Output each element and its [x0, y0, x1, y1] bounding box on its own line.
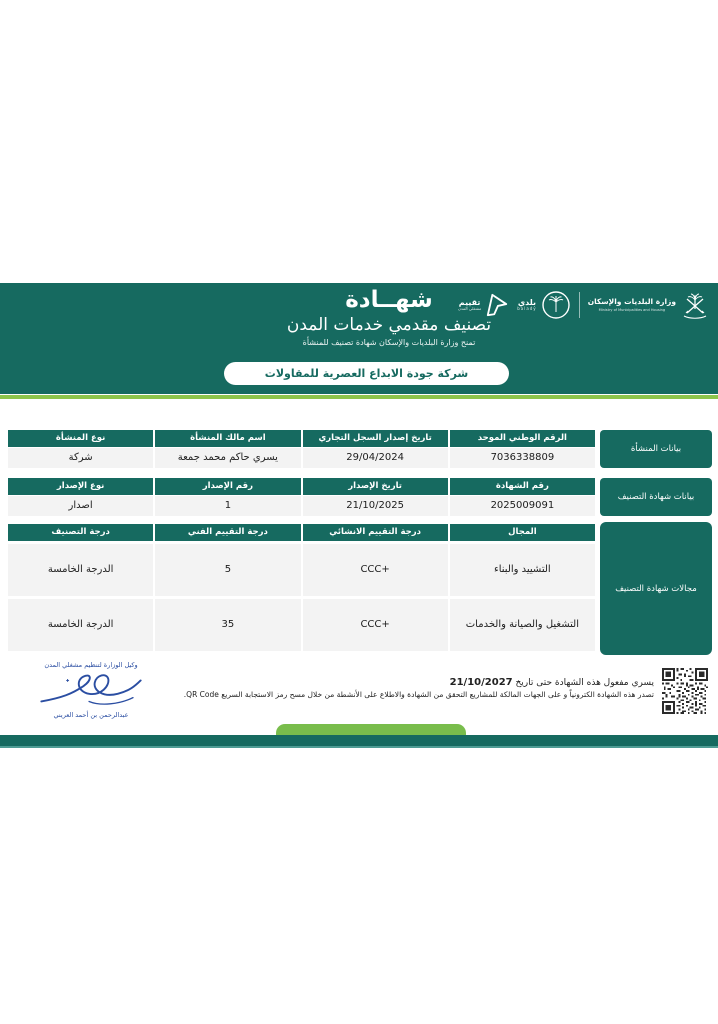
header-text-block: [60, 283, 718, 347]
certificate-header: [0, 283, 718, 394]
column-header: رقم الشهادة: [450, 478, 595, 495]
taqyeem-sublabel: مشغلي المدن: [457, 306, 482, 312]
table-cell: 35: [155, 599, 300, 651]
column-header: رقم الإصدار: [155, 478, 300, 495]
validity-date: 21/10/2027: [449, 677, 513, 688]
signatory-title: وكيل الوزارة لتنظيم مشغلي المدن: [44, 661, 138, 669]
verification-note: تصدر هذه الشهادة الكترونياً و على الجهات المالكة للمشاريع التحقق من الشهادة والاطلاع على الأنشطة من خلال مسح رمز الاستجابة السريع QR Code.: [183, 690, 654, 699]
signature-scribble-icon: [31, 669, 151, 711]
qr-code: [662, 668, 708, 714]
balady-label: بلدي: [517, 298, 537, 308]
section-label-certificate: بيانات شهادة التصنيف: [600, 478, 712, 516]
column-header: الرقم الوطني الموحد: [450, 430, 595, 447]
fields-table: [8, 524, 595, 651]
taqyeem-label: تقييم: [458, 298, 481, 308]
establishment-table: [8, 430, 595, 468]
header-accent-line: [0, 395, 718, 399]
table-cell: 21/10/2025: [303, 496, 448, 516]
table-cell: CCC+: [303, 599, 448, 651]
table-cell: 2025009091: [450, 496, 595, 516]
table-cell: يسري حاكم محمد جمعة: [155, 448, 300, 468]
certificate-table: [8, 478, 595, 516]
section-label-establishment: بيانات المنشأة: [600, 430, 712, 468]
column-header: درجة التقييم الفني: [155, 524, 300, 541]
signature-block: [16, 661, 166, 719]
certificate-tagline: تمنح وزارة البلديات والإسكان شهادة تصنيف للمنشأة: [302, 338, 476, 347]
table-cell: 29/04/2024: [303, 448, 448, 468]
certificate-title: شهــادة: [345, 287, 433, 313]
company-name-pill: شركة جودة الابداع العصرية للمقاولات: [224, 362, 509, 385]
column-header: تاريخ إصدار السجل التجاري: [303, 430, 448, 447]
table-cell: اصدار: [8, 496, 153, 516]
section-label-fields: مجالات شهادة التصنيف: [600, 522, 712, 655]
column-header: المجال: [450, 524, 595, 541]
column-header: نوع المنشأة: [8, 430, 153, 447]
footer-teal-band: [0, 735, 718, 748]
table-cell: الدرجة الخامسة: [8, 599, 153, 651]
column-header: نوع الإصدار: [8, 478, 153, 495]
column-header: اسم مالك المنشأة: [155, 430, 300, 447]
validity-text: يسري مفعول هذه الشهادة حتى تاريخ: [515, 678, 654, 688]
table-cell: التشغيل والصيانة والخدمات: [450, 599, 595, 651]
table-cell: 7036338809: [450, 448, 595, 468]
table-cell: شركة: [8, 448, 153, 468]
table-cell: 5: [155, 544, 300, 596]
table-cell: الدرجة الخامسة: [8, 544, 153, 596]
table-cell: 1: [155, 496, 300, 516]
ministry-label: وزارة البلديات والإسكان: [587, 297, 676, 307]
ministry-sublabel: Ministry of Municipalities and Housing: [598, 307, 666, 312]
table-cell: CCC+: [303, 544, 448, 596]
table-cell: التشييد والبناء: [450, 544, 595, 596]
certificate-subtitle: تصنيف مقدمي خدمات المدن: [286, 315, 492, 335]
signatory-name: عبدالرحمن بن أحمد العريني: [53, 711, 129, 719]
balady-sublabel: balady: [517, 306, 537, 312]
column-header: درجة التصنيف: [8, 524, 153, 541]
column-header: درجة التقييم الانشائي: [303, 524, 448, 541]
column-header: تاريخ الإصدار: [303, 478, 448, 495]
